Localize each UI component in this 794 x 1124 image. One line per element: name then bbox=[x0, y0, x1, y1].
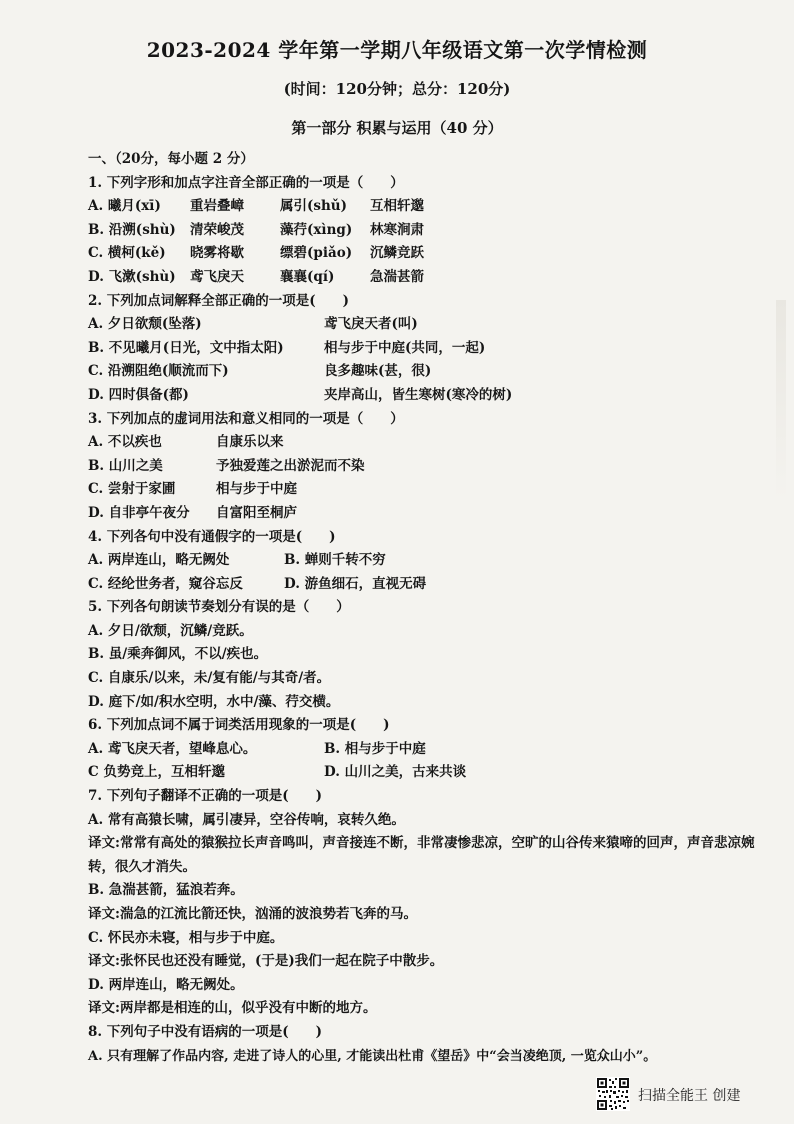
q6-options-ab bbox=[88, 738, 768, 762]
question-body bbox=[88, 148, 768, 1068]
q3-c-2: 相与步于中庭 bbox=[216, 481, 297, 498]
q7-stem: 7. 下列句子翻译不正确的一项是( ) bbox=[88, 788, 323, 805]
q6-options-cd bbox=[88, 761, 768, 785]
q1-b-3: 藻荇(xìng) bbox=[280, 221, 353, 238]
q1-c-1: C. 横柯(kě) bbox=[88, 245, 166, 262]
q1-b-2: 清荣峻茂 bbox=[190, 221, 244, 238]
q1-c-2: 晓雾将歇 bbox=[190, 245, 244, 262]
section-heading: 第一部分 积累与运用（40 分） bbox=[291, 119, 503, 137]
q2-a-2: 鸢飞戾天者(叫) bbox=[324, 316, 418, 333]
q3-option-d bbox=[88, 502, 768, 526]
q6-stem: 6. 下列加点词不属于词类活用现象的一项是( ) bbox=[88, 717, 390, 734]
q5-option-d: D. 庭下/如/积水空明，水中/藻、荇交横。 bbox=[88, 693, 340, 710]
q3-d-2: 自富阳至桐庐 bbox=[216, 504, 297, 521]
q1-b-4: 林寒涧肃 bbox=[370, 221, 424, 238]
q1-stem: 1. 下列字形和加点字注音全部正确的一项是（ ） bbox=[88, 174, 404, 191]
q1-a-2: 重岩叠嶂 bbox=[190, 198, 244, 215]
q3-c-1: C. 尝射于家圃 bbox=[88, 481, 176, 498]
q3-option-a bbox=[88, 431, 768, 455]
q1-a-3: 属引(shǔ) bbox=[280, 198, 348, 215]
q1-option-b bbox=[88, 219, 768, 243]
q4-stem: 4. 下列各句中没有通假字的一项是( ) bbox=[88, 528, 336, 545]
q4-a: A. 两岸连山，略无阙处 bbox=[88, 552, 230, 569]
q8-stem: 8. 下列句子中没有语病的一项是( ) bbox=[88, 1023, 323, 1040]
q4-d: D. 游鱼细石，直视无碍 bbox=[284, 575, 427, 592]
q6-b: B. 相与步于中庭 bbox=[324, 740, 426, 757]
q3-d-1: D. 自非亭午夜分 bbox=[88, 504, 190, 521]
q2-c-1: C. 沿溯阻绝(顺流而下) bbox=[88, 363, 229, 380]
q1-option-a bbox=[88, 195, 768, 219]
q1-d-2: 鸢飞戾天 bbox=[190, 268, 244, 285]
q4-options-ab bbox=[88, 549, 768, 573]
q2-option-d bbox=[88, 384, 768, 408]
q1-a-1: A. 曦月(xī) bbox=[88, 198, 161, 215]
q1-option-d bbox=[88, 266, 768, 290]
exam-title: 2023-2024 学年第一学期八年级语文第一次学情检测 bbox=[146, 38, 648, 62]
q4-options-cd bbox=[88, 573, 768, 597]
q2-d-2: 夹岸高山，皆生寒树(寒冷的树) bbox=[324, 386, 513, 403]
q1-a-4: 互相轩邈 bbox=[370, 198, 424, 215]
q3-option-c bbox=[88, 478, 768, 502]
q2-b-2: 相与步于中庭(共同，一起) bbox=[324, 339, 486, 356]
qr-code-icon bbox=[596, 1077, 630, 1111]
q5-option-b: B. 虽/乘奔御风，不以/疾也。 bbox=[88, 646, 268, 663]
q2-option-c bbox=[88, 360, 768, 384]
q5-option-a: A. 夕日/欲颓，沉鳞/竞跃。 bbox=[88, 622, 253, 639]
q3-a-2: 自康乐以来 bbox=[216, 434, 284, 451]
q3-option-b bbox=[88, 455, 768, 479]
q6-c: C 负势竞上，互相轩邈 bbox=[88, 764, 225, 781]
q1-b-1: B. 沿溯(shù) bbox=[88, 221, 176, 238]
q7-option-b: B. 急湍甚箭，猛浪若奔。 bbox=[88, 882, 244, 899]
q6-a: A. 鸢飞戾天者，望峰息心。 bbox=[88, 740, 257, 757]
q7-option-b-translation: 译文:湍急的江流比箭还快，汹涌的波浪势若飞奔的马。 bbox=[88, 906, 417, 922]
q7-option-c-translation: 译文:张怀民也还没有睡觉，(于是)我们一起在院子中散步。 bbox=[88, 953, 444, 970]
exam-time-score: (时间：120分钟；总分：120分) bbox=[283, 80, 511, 98]
q1-d-4: 急湍甚箭 bbox=[370, 268, 424, 285]
q2-stem: 2. 下列加点词解释全部正确的一项是( ) bbox=[88, 292, 350, 309]
q3-b-2: 予独爱莲之出淤泥而不染 bbox=[216, 457, 365, 474]
q2-c-2: 良多趣味(甚，很) bbox=[324, 363, 432, 380]
q5-stem: 5. 下列各句朗读节奏划分有误的是（ ） bbox=[88, 599, 350, 616]
q7-option-c: C. 怀民亦未寝，相与步于中庭。 bbox=[88, 929, 284, 946]
q4-b: B. 蝉则千转不穷 bbox=[284, 552, 386, 569]
q7-option-a: A. 常有高猿长啸，属引凄异，空谷传响，哀转久绝。 bbox=[88, 811, 405, 828]
q7-option-d: D. 两岸连山，略无阙处。 bbox=[88, 976, 244, 993]
q1-d-3: 襄襄(qí) bbox=[280, 268, 335, 285]
q6-d: D. 山川之美，古来共谈 bbox=[324, 764, 467, 781]
q3-a-1: A. 不以疾也 bbox=[88, 434, 162, 451]
q2-b-1: B. 不见曦月(日光，文中指太阳) bbox=[88, 339, 284, 356]
scanner-credit-text: 扫描全能王 创建 bbox=[638, 1088, 741, 1104]
q3-stem: 3. 下列加点的虚词用法和意义相同的一项是（ ） bbox=[88, 410, 404, 427]
q1-c-3: 缥碧(piǎo) bbox=[280, 245, 353, 262]
q2-a-1: A. 夕日欲颓(坠落) bbox=[88, 316, 202, 333]
q7-option-d-translation: 译文:两岸都是相连的山，似乎没有中断的地方。 bbox=[88, 1000, 377, 1017]
q8-option-a: A. 只有理解了作品内容, 走进了诗人的心里, 才能读出杜甫《望岳》中“会当凌绝顶, 一览众山小”。 bbox=[88, 1048, 657, 1064]
q2-option-b bbox=[88, 337, 768, 361]
scan-shadow bbox=[776, 300, 786, 500]
part-intro: 一、（20分，每小题 2 分） bbox=[88, 151, 254, 167]
q2-d-1: D. 四时俱备(都) bbox=[88, 386, 189, 403]
q1-option-c bbox=[88, 242, 768, 266]
q2-option-a bbox=[88, 313, 768, 337]
q5-option-c: C. 自康乐/以来，未/复有能/与其奇/者。 bbox=[88, 670, 331, 687]
q4-c: C. 经纶世务者，窥谷忘反 bbox=[88, 575, 243, 592]
q3-b-1: B. 山川之美 bbox=[88, 457, 163, 474]
q7-option-a-translation: 译文:常常有高处的猿猴拉长声音鸣叫，声音接连不断，非常凄惨悲凉，空旷的山谷传来猿啼的回声，声音悲凉婉转，很久才消失。 bbox=[88, 835, 755, 875]
q1-d-1: D. 飞漱(shù) bbox=[88, 268, 176, 285]
q1-c-4: 沉鳞竞跃 bbox=[370, 245, 424, 262]
